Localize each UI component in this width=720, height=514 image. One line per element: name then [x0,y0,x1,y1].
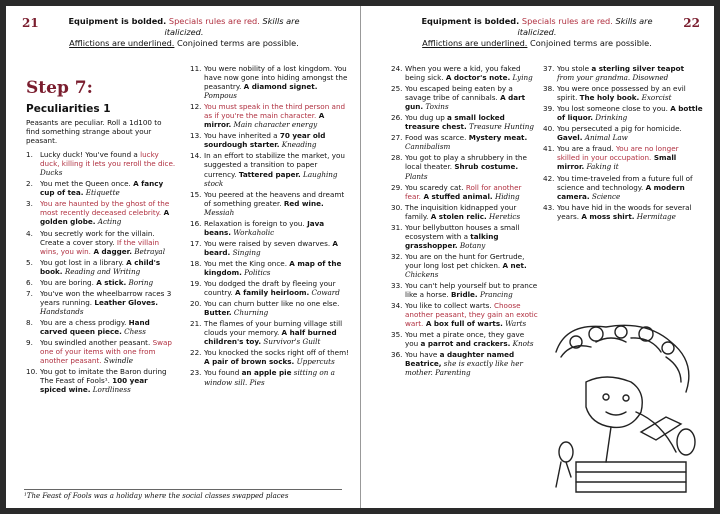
list-item [391,252,539,279]
item-skill: Ducks [40,168,63,178]
item-skill: Boring [126,277,154,287]
item-text [40,289,176,316]
item-number: 23. [190,368,202,378]
item-number: 13. [190,131,202,141]
item-description: Lucky duck! You've found a [40,150,141,160]
item-equipment: A box full of warts. [423,319,503,329]
legend-equipment: Equipment is bolded. [421,16,520,26]
item-equipment: a parrot and crackers. [420,339,511,349]
item-number: 12. [190,102,202,112]
item-description: You swindled another peasant. [40,338,153,348]
item-text [204,151,350,187]
item-equipment: A stick. [96,277,127,287]
item-number: 38. [543,84,555,94]
item-skill: Handstands [40,306,84,316]
legend-skills: Skills are italicized. [517,16,653,37]
item-number: 14. [190,151,202,161]
item-equipment: A dagger. [90,246,132,256]
item-number: 1. [26,150,33,160]
item-text [405,301,539,328]
list-item [190,64,350,100]
item-description: You knocked the socks right off of them! [204,348,349,358]
item-skill: Hiding [492,191,520,201]
item-text [204,259,350,277]
legend-header [409,16,665,49]
item-description: You met the King once. [204,258,290,268]
item-number: 42. [543,173,555,183]
item-skill: Coward [309,288,340,298]
item-text [204,131,350,149]
item-number: 33. [391,281,403,291]
item-equipment: A child's book. [40,257,161,276]
item-description: You escaped being eaten by a savage tribe of cannibals. [405,84,513,103]
item-number: 10. [26,367,38,377]
item-description: You like to collect warts. [405,301,494,311]
item-equipment: A fancy cup of tea. [40,179,164,198]
item-description: You have [405,350,440,360]
item-text [557,144,703,171]
item-number: 6. [26,277,33,287]
item-number: 24. [391,64,403,73]
list-item [543,64,703,82]
list-item [391,301,539,328]
item-number: 35. [391,330,403,340]
item-equipment: A net. [502,260,527,270]
page-number: 22 [683,16,700,30]
item-description: You've won the wheelbarrow races 3 years running. [40,288,172,307]
item-description: You were once possessed by an evil spirit. [557,84,686,103]
legend-header [56,16,312,49]
item-skill: from your grandma. Disowned [557,73,669,83]
item-number: 32. [391,251,403,261]
item-text [204,299,350,317]
list-item [391,183,539,201]
item-description: You have inherited a [204,131,280,141]
legend-specials: Specials rules are red. [168,16,260,26]
item-equipment: 70 year old sourdough starter. [204,131,326,150]
item-skill: Singing [230,247,261,257]
item-number: 7. [26,288,33,298]
item-skill: Reading and Writing [62,266,141,276]
item-skill: Workaholic [231,227,275,237]
item-list [543,64,703,221]
list-item [190,239,350,257]
list-item [543,144,703,171]
list-item [391,84,539,111]
item-text [40,229,176,256]
item-skill: Plants [405,171,428,181]
item-number: 26. [391,113,403,123]
item-description: You found [204,368,242,378]
list-item [26,199,176,226]
item-number: 27. [391,133,403,143]
step-title: Step 7: [26,78,93,98]
right-page [361,6,714,508]
item-skill: Chess [121,326,146,336]
item-text [405,203,539,221]
item-equipment: Java beans. [204,218,325,237]
item-text [204,319,350,346]
item-number: 41. [543,144,555,154]
list-item [26,150,176,177]
item-equipment: Small mirror. [557,153,677,172]
item-equipment: A beard. [204,238,338,257]
item-equipment: A golden globe. [40,208,170,227]
legend-specials: Specials rules are red. [521,16,613,26]
item-skill: Chickens [405,269,439,279]
item-equipment: Mystery meat. [468,133,528,143]
book-spread [6,6,714,508]
item-special-rule: You must speak in the third person and as if you're the main character. [204,102,346,121]
list-item [26,258,176,276]
item-description: You lost someone close to you. [557,104,671,114]
item-description: You are boring. [40,277,97,287]
list-item [190,279,350,297]
list-item [26,367,176,394]
item-skill: Acting [95,217,122,227]
item-equipment: A stuffed animal. [420,191,493,201]
legend-afflictions: Afflictions are underlined. [69,38,175,48]
item-number: 22. [190,348,202,358]
item-text [40,318,176,336]
list-item [26,278,176,287]
item-text [204,190,350,217]
item-number: 2. [26,179,33,189]
list-item [391,330,539,348]
intro-text: Peasants are peculiar. Roll a 1d100 to find something strange about your peasant. [26,118,162,146]
item-text [405,330,539,348]
item-special-rule: You are no longer skilled in your occupation. [557,144,679,163]
item-skill: Etiquette [83,188,120,198]
list-item [190,348,350,366]
item-text [405,133,539,151]
item-equipment: 100 year spiced wine. [40,376,148,395]
page-number: 21 [22,16,39,30]
item-text [204,279,350,297]
item-description: You are a fraud. [557,144,616,154]
list-item [391,281,539,299]
item-text [40,338,176,365]
item-text [557,174,703,201]
item-description: You time-traveled from a future full of science and technology. [557,173,693,192]
list-item [391,113,539,131]
item-skill: Warts [502,319,527,329]
item-special-rule: Roll for another fear. [405,182,522,201]
item-text [405,64,539,82]
list-item [26,229,176,256]
item-skill: Laughing stock [204,169,338,188]
item-number: 5. [26,257,33,267]
item-equipment: Bridle. [450,290,478,300]
item-special-rule: lucky duck, killing it lets you reroll the dice. [40,150,176,169]
item-description: You can't help yourself but to prance like a horse. [405,281,538,300]
item-text [405,252,539,279]
item-equipment: Butter. [204,308,232,318]
item-description: You got to play a shrubbery in the local theater. [405,153,527,172]
list-item [543,124,703,142]
item-text [40,179,176,197]
item-skill: Faking it [584,162,619,172]
item-list [190,64,350,387]
column-2 [190,64,350,389]
item-number: 19. [190,279,202,289]
item-text [557,84,703,102]
list-item [543,84,703,102]
list-item [190,131,350,149]
item-special-rule: You are haunted by the ghost of the most recently deceased celebrity. [40,199,170,218]
item-number: 25. [391,84,403,94]
footnote: ¹The Feast of Fools was a holiday where the social classes swapped places [24,489,342,500]
item-description: Food was scarce. [405,133,469,143]
item-special-rule: If the villain wins, you win. [40,237,160,256]
item-number: 4. [26,228,33,238]
item-skill: Lordliness [90,385,131,395]
item-number: 8. [26,317,33,327]
item-number: 28. [391,153,403,163]
item-list [26,150,176,394]
item-special-rule: Choose another peasant, they gain an exotic wart. [405,301,538,329]
item-skill: Pompous [204,91,237,101]
item-skill: Churning [231,308,269,318]
item-skill: Science [589,191,621,201]
legend-afflictions: Afflictions are underlined. [422,38,528,48]
item-skill: Cannibalism [405,142,451,152]
item-skill: Lying [510,73,533,83]
item-skill: Politics [241,267,271,277]
item-number: 20. [190,299,202,309]
legend-equipment: Equipment is bolded. [68,16,167,26]
item-skill: Messiah [204,207,235,217]
item-equipment: an apple pie [241,368,292,378]
item-description: The inquisition kidnapped your family. [405,202,517,221]
item-text [557,203,703,221]
item-skill: Heretics [486,211,521,221]
list-item [543,203,703,221]
item-special-rule: Swap one of your items with one from another peasant. [40,338,172,366]
left-page [6,6,360,508]
item-description: You dodged the draft by fleeing your country. [204,279,336,298]
list-item [26,179,176,197]
item-description: You stole [557,64,592,73]
item-description: You can churn butter like no one else. [204,299,340,309]
item-text [557,104,703,122]
list-item [26,338,176,365]
item-number: 34. [391,301,403,311]
list-item [391,350,539,377]
item-text [204,348,350,366]
item-description: You peered at the heavens and dreamt of something greater. [204,189,345,208]
item-equipment: A doctor's note. [445,73,511,83]
item-number: 15. [190,189,202,199]
item-text [40,199,176,226]
item-skill: Survivor's Guilt [261,337,321,347]
item-text [40,367,176,394]
item-equipment: A stolen relic. [430,211,487,221]
item-number: 3. [26,199,33,209]
item-number: 21. [190,319,202,329]
column-3 [391,64,539,380]
item-equipment: A dart gun. [405,93,526,112]
item-description: You scaredy cat. [405,182,466,192]
item-skill: Exorcist [639,93,672,103]
item-description: You secretly work for the villain. Create a cover story. [40,228,155,247]
item-equipment: Hand carved queen piece. [40,317,150,336]
item-list [391,64,539,378]
list-item [190,151,350,187]
item-description: Relaxation is foreign to you. [204,218,308,228]
item-skill: Betrayal [131,246,166,256]
item-description: You met a pirate once, they gave you [405,330,525,349]
item-description: You are a chess prodigy. [40,317,129,327]
item-description: In an effort to stabilize the market, you suggested a transition to paper currency. [204,151,345,179]
item-text [40,278,176,287]
item-skill: Swindle [101,356,134,366]
item-text [557,64,703,82]
item-skill: sitting on a window sill. Pies [204,368,335,387]
list-item [391,223,539,250]
list-item [190,190,350,217]
item-skill: Knots [510,339,534,349]
item-number: 11. [190,64,202,73]
list-item [190,299,350,317]
list-item [391,153,539,180]
item-equipment: talking grasshopper. [405,231,499,250]
item-text [405,281,539,299]
item-skill: Toxins [423,102,449,112]
item-description: When you were a kid, you faked being sick. [405,64,521,83]
item-description: You got to imitate the Baron during The Feast of Fools¹. [40,367,167,386]
item-skill: Botany [457,240,486,250]
item-text [405,113,539,131]
item-description: You were raised by seven dwarves. [204,238,333,248]
item-description: You persecuted a pig for homicide. [557,124,682,134]
item-equipment: Red wine. [283,198,324,208]
item-skill: Main character energy [231,120,318,130]
item-equipment: The holy book. [579,93,640,103]
legend-skills: Skills are italicized. [164,16,300,37]
item-description: You are on the hunt for Gertrude, your long lost pet chicken. [405,251,525,270]
list-item [190,259,350,277]
item-equipment: a small locked treasure chest. [405,113,505,132]
item-number: 29. [391,182,403,192]
item-equipment: Leather Gloves. [94,297,159,307]
item-text [557,124,703,142]
item-description: You have hid in the woods for several years. [557,202,692,221]
item-text [405,84,539,111]
item-skill: she is exactly like her mother. Parenting [405,359,523,378]
item-skill: Prancing [477,290,513,300]
item-text [405,223,539,250]
item-equipment: A half burned children's toy. [204,328,337,347]
item-skill: Hermitage [634,211,676,221]
item-text [204,219,350,237]
item-text [204,368,350,386]
item-number: 30. [391,202,403,212]
item-equipment: A bottle of liquor. [557,104,703,123]
item-number: 37. [543,64,555,73]
item-text [204,239,350,257]
item-number: 36. [391,350,403,360]
list-item [543,104,703,122]
item-skill: Uppercuts [294,357,335,367]
legend-conjoined: Conjoined terms are possible. [530,38,652,48]
item-text [204,64,350,100]
list-item [190,102,350,129]
item-skill: Treasure Hunting [466,122,535,132]
item-skill: Kneading [279,140,317,150]
item-description: Your bellybutton houses a small ecosystem with a [405,222,520,241]
item-skill: Drinking [592,113,628,123]
item-number: 43. [543,202,555,212]
list-item [391,64,539,82]
item-description: You dug up [405,113,448,123]
item-equipment: Shrub costume. [454,162,519,172]
item-equipment: A family heirloom. [235,288,310,298]
item-number: 39. [543,104,555,114]
item-number: 17. [190,238,202,248]
item-description: The flames of your burning village still clouds your memory. [204,319,343,338]
item-number: 40. [543,124,555,134]
item-equipment: A moss shirt. [581,211,635,221]
item-number: 18. [190,258,202,268]
list-item [26,318,176,336]
item-text [405,350,539,377]
item-equipment: Tattered paper. [238,169,301,179]
item-text [40,150,176,177]
item-number: 31. [391,222,403,232]
item-equipment: A pair of brown socks. [204,357,295,367]
list-item [190,368,350,386]
section-title: Peculiarities 1 [26,103,111,115]
column-4 [543,64,703,223]
item-skill: Animal Law [582,133,628,143]
item-equipment: A mirror. [204,111,325,130]
item-description: You got lost in a library. [40,257,127,267]
list-item [26,289,176,316]
list-item [543,174,703,201]
list-item [190,219,350,237]
item-text [40,258,176,276]
item-equipment: A map of the kingdom. [204,258,342,277]
item-text [405,183,539,201]
list-item [391,133,539,151]
item-text [405,153,539,180]
list-item [391,203,539,221]
legend-conjoined: Conjoined terms are possible. [177,38,299,48]
item-number: 16. [190,218,202,228]
peasant-with-shackles-illustration [536,312,706,502]
item-equipment: a sterling silver teapot [591,64,685,73]
item-equipment: A modern camera. [557,182,685,201]
list-item [190,319,350,346]
item-description: You were nobility of a lost kingdom. You have now gone into hiding amongst the peasantry. [204,64,348,92]
item-description: You met the Queen once. [40,179,134,189]
column-1 [26,78,176,396]
item-equipment: Gavel. [557,133,583,143]
item-equipment: A diamond signet. [243,82,318,92]
item-number: 9. [26,338,33,348]
item-equipment: a daughter named Beatrice, [405,350,515,369]
item-text [204,102,350,129]
